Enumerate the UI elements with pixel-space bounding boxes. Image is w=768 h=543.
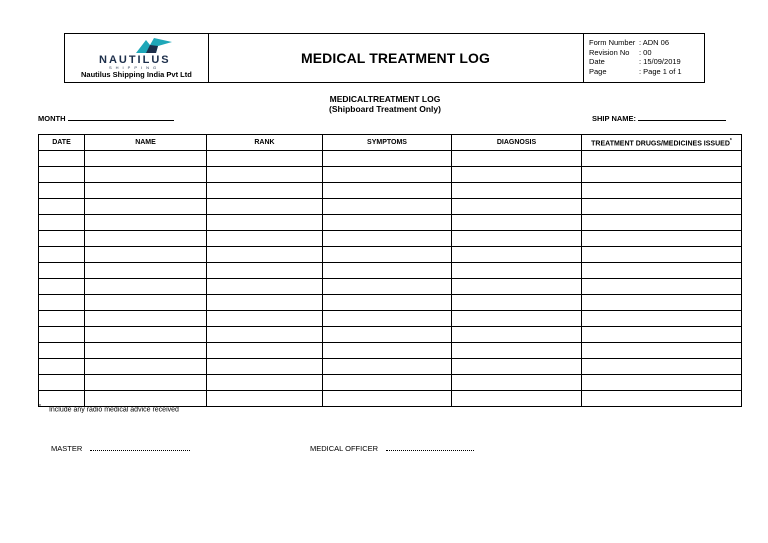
cell-name[interactable]	[85, 199, 207, 215]
cell-symptoms[interactable]	[323, 151, 452, 167]
medical-officer-signature[interactable]	[310, 444, 474, 453]
cell-symptoms[interactable]	[323, 215, 452, 231]
col-diagnosis: DIAGNOSIS	[452, 135, 582, 151]
cell-diagnosis[interactable]	[452, 391, 582, 407]
cell-diagnosis[interactable]	[452, 231, 582, 247]
col-symptoms: SYMPTOMS	[323, 135, 452, 151]
cell-diagnosis[interactable]	[452, 263, 582, 279]
table-row	[39, 343, 742, 359]
cell-name[interactable]	[85, 215, 207, 231]
ship-logo-icon	[134, 36, 174, 56]
cell-rank[interactable]	[207, 311, 323, 327]
cell-diagnosis[interactable]	[452, 279, 582, 295]
treatment-log-table	[38, 134, 742, 407]
table-body	[39, 151, 742, 407]
cell-date[interactable]	[39, 327, 85, 343]
cell-rank[interactable]	[207, 263, 323, 279]
cell-name[interactable]	[85, 343, 207, 359]
cell-rank[interactable]	[207, 151, 323, 167]
cell-symptoms[interactable]	[323, 327, 452, 343]
month-label: MONTH	[38, 114, 66, 123]
month-blank[interactable]	[68, 114, 174, 121]
cell-treatment[interactable]	[582, 167, 742, 183]
cell-diagnosis[interactable]	[452, 183, 582, 199]
cell-date[interactable]	[39, 247, 85, 263]
logo-cell	[65, 34, 209, 82]
table-row	[39, 151, 742, 167]
cell-rank[interactable]	[207, 279, 323, 295]
cell-date[interactable]	[39, 167, 85, 183]
cell-diagnosis[interactable]	[452, 327, 582, 343]
cell-diagnosis[interactable]	[452, 311, 582, 327]
col-rank: RANK	[207, 135, 323, 151]
cell-name[interactable]	[85, 359, 207, 375]
cell-diagnosis[interactable]	[452, 215, 582, 231]
cell-date[interactable]	[39, 359, 85, 375]
master-label: MASTER	[51, 444, 83, 453]
cell-date[interactable]	[39, 375, 85, 391]
cell-symptoms[interactable]	[323, 311, 452, 327]
cell-symptoms[interactable]	[323, 375, 452, 391]
cell-treatment[interactable]	[582, 343, 742, 359]
meta-row: Revision No : 00	[589, 47, 652, 57]
cell-diagnosis[interactable]	[452, 167, 582, 183]
cell-rank[interactable]	[207, 215, 323, 231]
cell-symptoms[interactable]	[323, 343, 452, 359]
cell-symptoms[interactable]	[323, 247, 452, 263]
ship-name-blank[interactable]	[638, 114, 726, 121]
cell-name[interactable]	[85, 247, 207, 263]
cell-treatment[interactable]	[582, 311, 742, 327]
cell-date[interactable]	[39, 311, 85, 327]
cell-rank[interactable]	[207, 343, 323, 359]
cell-name[interactable]	[85, 311, 207, 327]
form-meta	[589, 38, 682, 76]
cell-name[interactable]	[85, 183, 207, 199]
cell-symptoms[interactable]	[323, 263, 452, 279]
table-row	[39, 263, 742, 279]
cell-rank[interactable]	[207, 231, 323, 247]
cell-treatment[interactable]	[582, 183, 742, 199]
table-row	[39, 359, 742, 375]
footnote	[39, 404, 179, 413]
table-row	[39, 247, 742, 263]
company-name: Nautilus Shipping India Pvt Ltd	[81, 70, 192, 79]
ship-name-label: SHIP NAME:	[592, 114, 637, 123]
cell-symptoms[interactable]	[323, 295, 452, 311]
log-subtitle	[300, 94, 470, 114]
cell-date[interactable]	[39, 231, 85, 247]
form-header	[64, 33, 705, 83]
cell-symptoms[interactable]	[323, 279, 452, 295]
cell-rank[interactable]	[207, 183, 323, 199]
form-meta-cell	[583, 34, 705, 82]
cell-name[interactable]	[85, 151, 207, 167]
table-row	[39, 295, 742, 311]
cell-symptoms[interactable]	[323, 391, 452, 407]
cell-name[interactable]	[85, 167, 207, 183]
form-title: MEDICAL TREATMENT LOG	[300, 50, 490, 66]
cell-treatment[interactable]	[582, 359, 742, 375]
cell-rank[interactable]	[207, 247, 323, 263]
cell-date[interactable]	[39, 343, 85, 359]
subtitle-line1: MEDICALTREATMENT LOG	[329, 94, 441, 104]
cell-diagnosis[interactable]	[452, 151, 582, 167]
master-signature[interactable]	[51, 444, 190, 453]
footnote-marker: *	[39, 404, 41, 410]
cell-treatment[interactable]	[582, 199, 742, 215]
table-row	[39, 215, 742, 231]
cell-name[interactable]	[85, 279, 207, 295]
table-row	[39, 183, 742, 199]
cell-treatment[interactable]	[582, 231, 742, 247]
footnote-text: Include any radio medical advice received	[48, 406, 179, 414]
ship-name-field[interactable]	[592, 114, 726, 123]
table-row	[39, 231, 742, 247]
cell-treatment[interactable]	[582, 295, 742, 311]
cell-treatment[interactable]	[582, 215, 742, 231]
table-header-row	[39, 135, 742, 151]
cell-symptoms[interactable]	[323, 199, 452, 215]
cell-treatment[interactable]	[582, 327, 742, 343]
table-row	[39, 167, 742, 183]
cell-symptoms[interactable]	[323, 167, 452, 183]
cell-rank[interactable]	[207, 167, 323, 183]
cell-diagnosis[interactable]	[452, 199, 582, 215]
month-field[interactable]	[38, 114, 174, 123]
cell-name[interactable]	[85, 327, 207, 343]
cell-diagnosis[interactable]	[452, 295, 582, 311]
cell-treatment[interactable]	[582, 263, 742, 279]
cell-date[interactable]	[39, 199, 85, 215]
col-treatment: TREATMENT DRUGS/MEDICINES ISSUED*	[582, 135, 742, 151]
cell-symptoms[interactable]	[323, 183, 452, 199]
cell-rank[interactable]	[207, 375, 323, 391]
cell-date[interactable]	[39, 215, 85, 231]
cell-diagnosis[interactable]	[452, 247, 582, 263]
cell-symptoms[interactable]	[323, 231, 452, 247]
cell-rank[interactable]	[207, 327, 323, 343]
cell-rank[interactable]	[207, 199, 323, 215]
col-date: DATE	[39, 135, 85, 151]
cell-treatment[interactable]	[582, 391, 742, 407]
cell-diagnosis[interactable]	[452, 343, 582, 359]
cell-rank[interactable]	[207, 391, 323, 407]
cell-date[interactable]	[39, 183, 85, 199]
table-row	[39, 311, 742, 327]
medical-officer-signature-line[interactable]	[386, 444, 474, 451]
logo-subtext: SHIPPING	[109, 65, 161, 70]
cell-symptoms[interactable]	[323, 359, 452, 375]
table-row	[39, 279, 742, 295]
cell-date[interactable]	[39, 263, 85, 279]
cell-date[interactable]	[39, 151, 85, 167]
cell-rank[interactable]	[207, 295, 323, 311]
meta-row: Page : Page 1 of 1	[589, 66, 682, 76]
cell-diagnosis[interactable]	[452, 375, 582, 391]
subtitle-line2: (Shipboard Treatment Only)	[329, 104, 441, 114]
cell-date[interactable]	[39, 295, 85, 311]
cell-diagnosis[interactable]	[452, 359, 582, 375]
cell-treatment[interactable]	[582, 247, 742, 263]
cell-treatment[interactable]	[582, 375, 742, 391]
master-signature-line[interactable]	[90, 444, 190, 451]
cell-name[interactable]	[85, 295, 207, 311]
cell-rank[interactable]	[207, 359, 323, 375]
cell-treatment[interactable]	[582, 279, 742, 295]
meta-row: Date : 15/09/2019	[589, 57, 681, 66]
table-row	[39, 199, 742, 215]
medical-officer-label: MEDICAL OFFICER	[310, 444, 379, 453]
table-row	[39, 327, 742, 343]
meta-row: Form Number : ADN 06	[589, 38, 670, 47]
cell-date[interactable]	[39, 279, 85, 295]
logo-text: NAUTILUS	[99, 54, 171, 66]
col-name: NAME	[85, 135, 207, 151]
cell-name[interactable]	[85, 375, 207, 391]
cell-name[interactable]	[85, 263, 207, 279]
cell-treatment[interactable]	[582, 151, 742, 167]
table-row	[39, 375, 742, 391]
cell-name[interactable]	[85, 231, 207, 247]
